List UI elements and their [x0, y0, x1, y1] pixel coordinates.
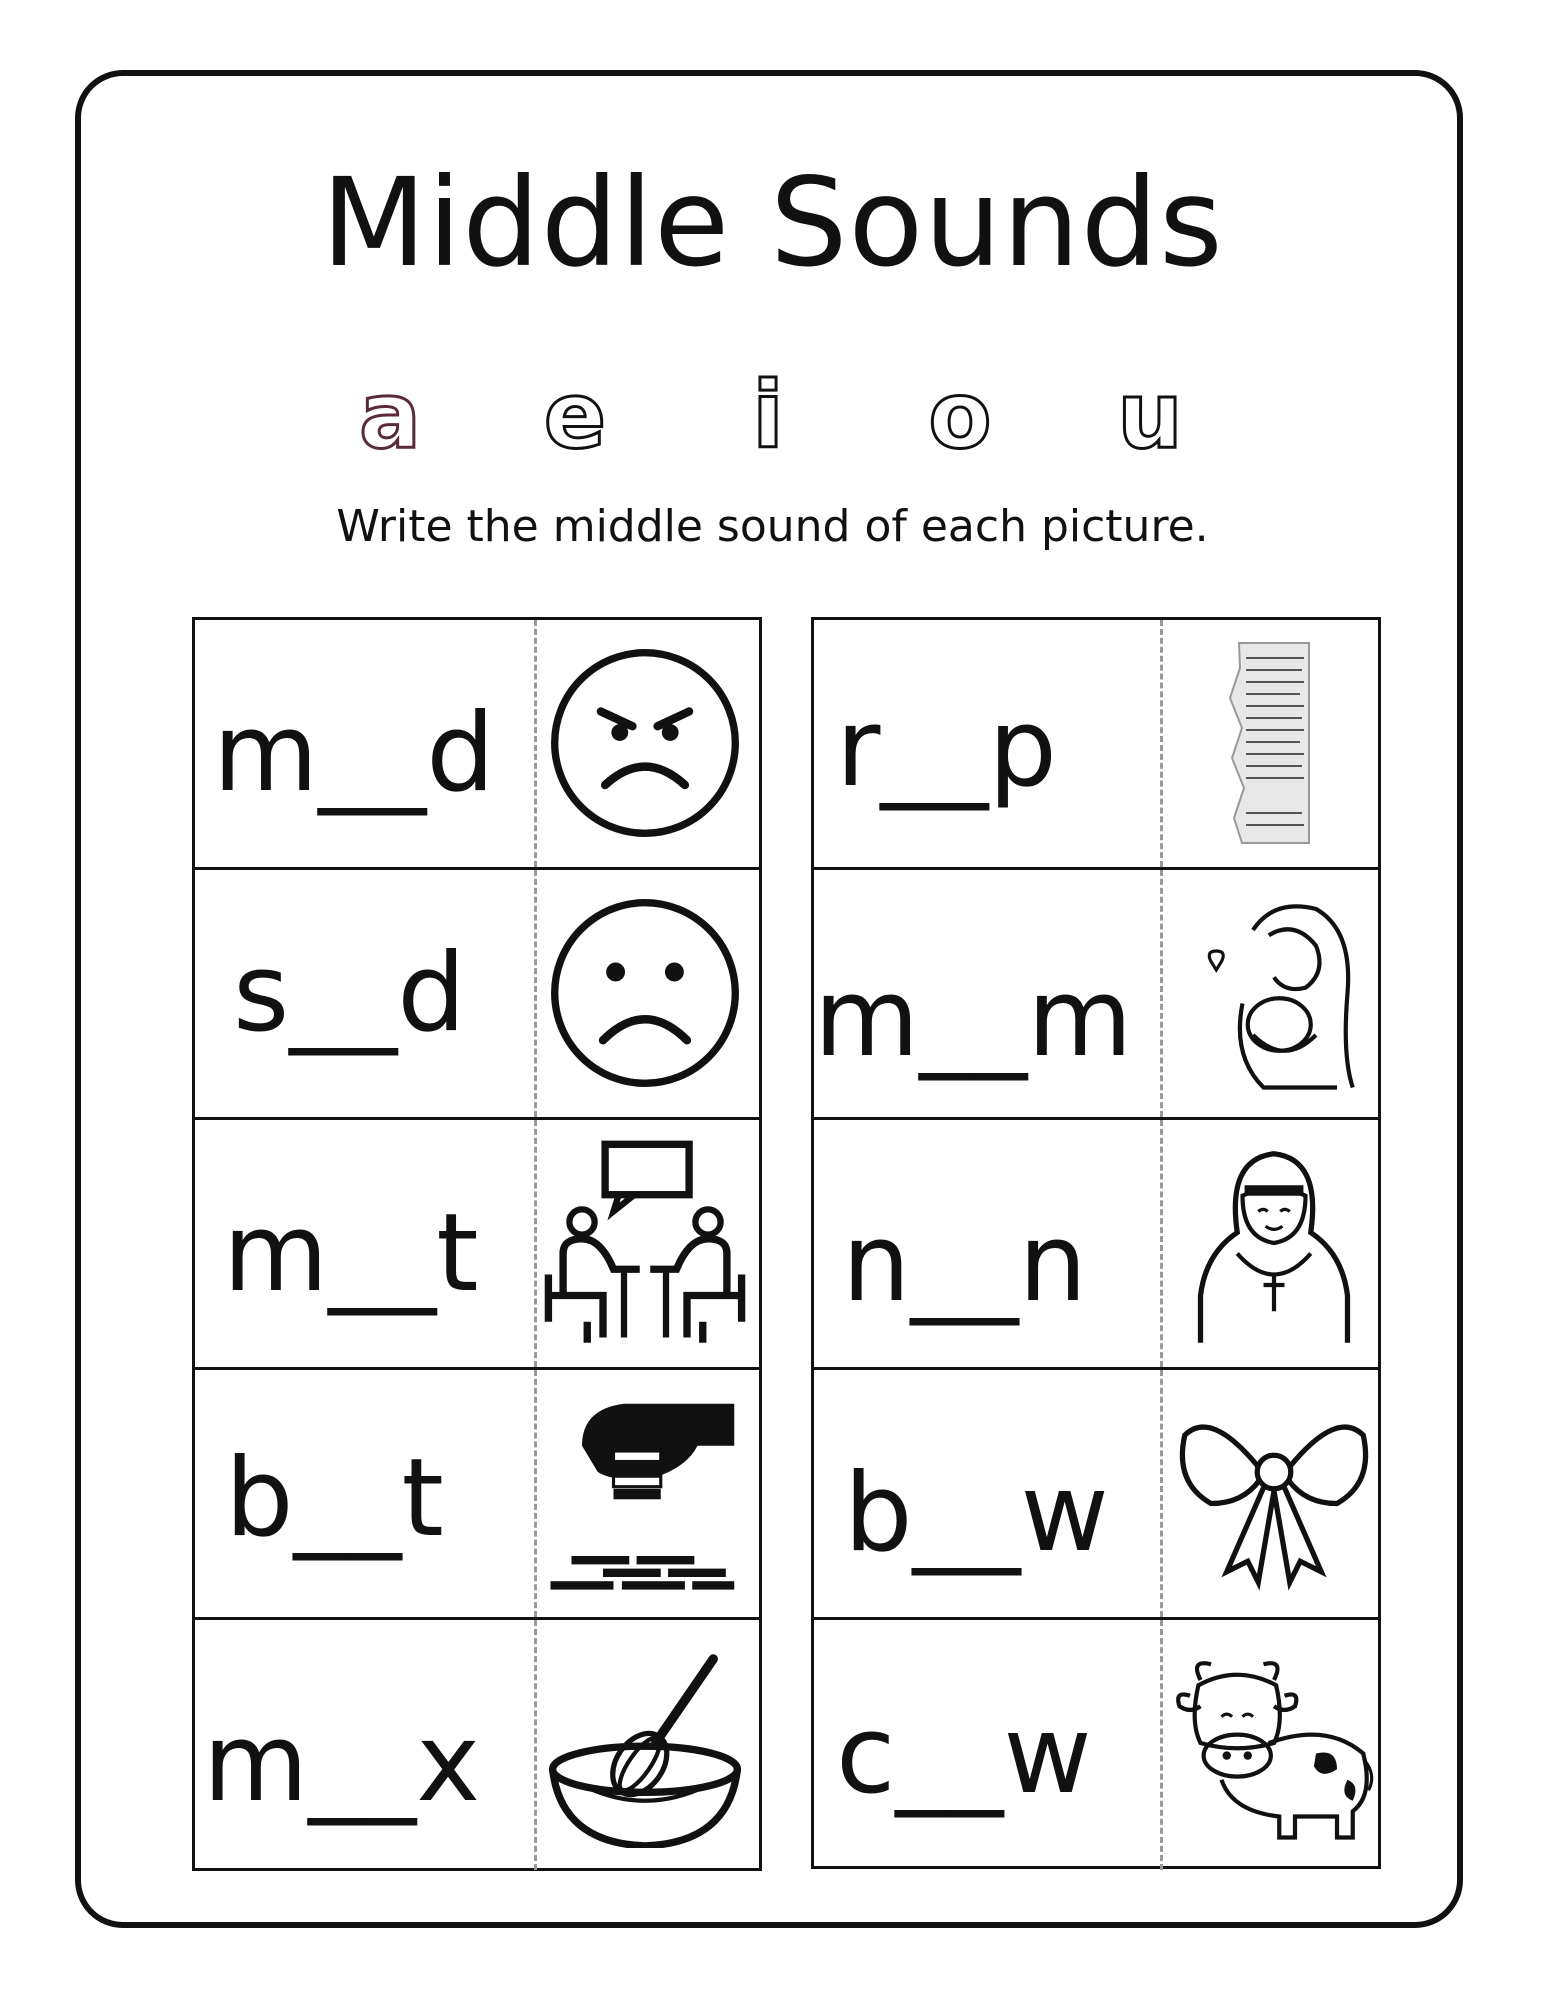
ripped-paper-icon — [1224, 638, 1314, 848]
word-blank: b__t — [225, 1436, 444, 1561]
dashed-divider — [534, 870, 537, 1117]
sad-face-icon — [540, 888, 750, 1098]
angry-face-icon — [540, 638, 750, 848]
word-row — [195, 1620, 759, 1870]
left-word-grid — [192, 617, 762, 1871]
cow-icon — [1169, 1638, 1379, 1848]
instructions: Write the middle sound of each picture. — [336, 501, 1209, 552]
vowel-a: a — [358, 362, 422, 469]
word-blank: m__x — [203, 1701, 481, 1826]
dashed-divider — [534, 1120, 537, 1367]
word-row — [195, 620, 759, 870]
word-blank: c__w — [836, 1693, 1092, 1818]
word-row — [814, 870, 1378, 1120]
word-row — [814, 620, 1378, 870]
vowel-list — [0, 362, 1545, 470]
dashed-divider — [534, 1620, 537, 1870]
vowel-o: o — [928, 362, 992, 469]
right-word-grid — [811, 617, 1381, 1869]
word-blank: m__m — [814, 956, 1133, 1081]
word-blank: r__p — [836, 686, 1057, 811]
dashed-divider — [1160, 620, 1163, 867]
word-blank: s__d — [233, 931, 466, 1056]
word-blank: n__n — [842, 1201, 1087, 1326]
dashed-divider — [1160, 1120, 1163, 1367]
bow-icon — [1169, 1388, 1379, 1598]
page-title: Middle Sounds — [321, 152, 1224, 294]
mother-baby-icon — [1169, 888, 1379, 1098]
word-row — [814, 1370, 1378, 1620]
word-blank: m__t — [223, 1191, 479, 1316]
nun-icon — [1169, 1138, 1379, 1348]
dashed-divider — [1160, 870, 1163, 1117]
word-blank: b__w — [844, 1451, 1109, 1576]
word-row — [814, 1120, 1378, 1370]
meeting-icon — [540, 1138, 750, 1348]
vowel-i: i — [752, 362, 784, 469]
mixing-bowl-icon — [540, 1638, 750, 1848]
dashed-divider — [534, 620, 537, 867]
word-row — [195, 1370, 759, 1620]
bet-chips-icon — [540, 1388, 750, 1598]
dashed-divider — [1160, 1370, 1163, 1617]
vowel-u: u — [1117, 362, 1183, 469]
vowel-e: e — [543, 362, 607, 469]
word-row — [195, 870, 759, 1120]
dashed-divider — [1160, 1620, 1163, 1870]
word-row — [814, 1620, 1378, 1870]
word-blank: m__d — [213, 691, 495, 816]
dashed-divider — [534, 1370, 537, 1617]
word-row — [195, 1120, 759, 1370]
